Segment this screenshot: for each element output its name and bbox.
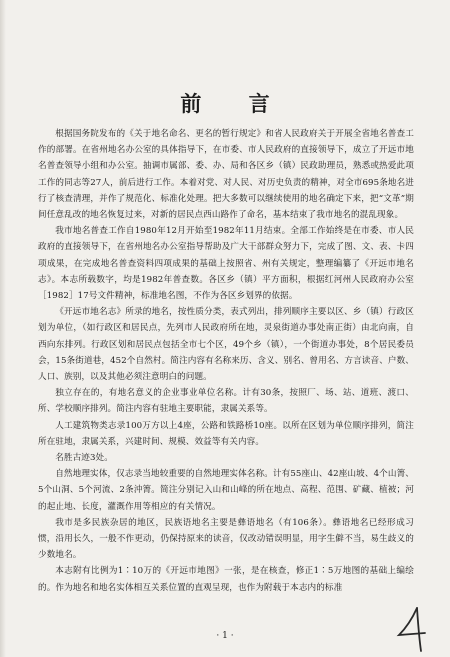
page-title: 前 言 xyxy=(180,91,290,116)
paragraph: 人工建筑物类志录100万方以上4座，公路和铁路桥10座。以所在区划为单位顺序排列，简注所在驻地，隶属关系，兴建时间、规模、效益等有关内容。 xyxy=(38,420,414,447)
paragraph: 我市是多民族杂居的地区，民族语地名主要是彝语地名（有106条）。彝语地名已经形成习惯，沿用长久，一般不作更动，仍保持原来的读音，仅改动错误明显，用字生僻不当，易生歧义的少数地名。 xyxy=(38,517,414,561)
paragraph: 我市地名普查工作自1980年12月开始至1982年11月结束。全部工作始终是在市委、市人民政府的直接领导下，在省州地名办公室指导帮助及广大干部群众努力下，完成了图、文、表、卡四项成果，在完成地名普查资料四项成果的基础上按照省、州有关规定，整理编纂了《开远市地名志》。本志所载数字，均是1982年普查数。各区乡（镇）平方面积，根据红河州人民政府办公室［1982］17号文件精神，标准地名图，不作为各区乡划界的依据。 xyxy=(38,226,414,302)
paragraph: 《开远市地名志》所录的地名，按性质分类，表式列出，排列顺序主要以区、乡（镇）行政区划为单位，（如行政区和居民点，先列市人民政府所在地，灵泉街道办事处南正街）由北向南，自西向东排列。行政区划和居民点包括全市七个区，49个乡（镇），一个街道办事处，8个居民委员会，15条街道巷，452个自然村。简注内容有名称来历、含义、别名、曾用名、方言读音、户数、人口、族别，以及其他必须注意明白的问题。 xyxy=(38,307,414,383)
handwritten-page-mark xyxy=(395,605,435,653)
body-text xyxy=(38,126,414,596)
paragraph: 根据国务院发布的《关于地名命名、更名的暂行规定》和省人民政府关于开展全省地名普查工作的部署。在省州地名办公室的具体指导下，在市委、市人民政府的直接领导下，成立了开远市地名普查领导小组和办公室。抽调市属部、委、办、局和各区乡（镇）民政助理员，熟悉或热爱此项工作的同志等27人，前后进行工作。本着对党、对人民、对历史负责的精神，对全市695条地名进行了核查清理，并作了规范化、标准化处理。把大多数可以继续使用的地名确定下来，把“文革”期间任意乱改的地名恢复过来，对新的居民点西山路作了命名，基本结束了我市地名的混乱现象。 xyxy=(38,129,414,221)
paragraph: 独立存在的，有地名意义的企业事业单位名称。计有30条，按照厂、场、站、道班、渡口、所、学校顺序排列。简注内容有驻地主要职能，隶属关系等。 xyxy=(38,388,414,415)
paragraph: 本志附有比例为1∶10万的《开远市地图》一张，是在核查，修正1∶5万地图的基础上编绘的。作为地名和地名实体相互关系位置的直观呈现，也作为附载于本志内的标准 xyxy=(38,566,414,593)
paragraph: 名胜古迹3处。 xyxy=(55,453,113,464)
page-number: · 1 · xyxy=(216,631,234,641)
paragraph: 自然地理实体，仅志录当地较重要的自然地理实体名称。计有55座山、42座山坡、4个山箐、5个山洞、5个河流、2条沖箐。简注分别记入山和山峰的所在地点、高程、范围、矿藏、植被；河的起止地、长度，灌溉作用等相应的有关情况。 xyxy=(38,469,414,512)
